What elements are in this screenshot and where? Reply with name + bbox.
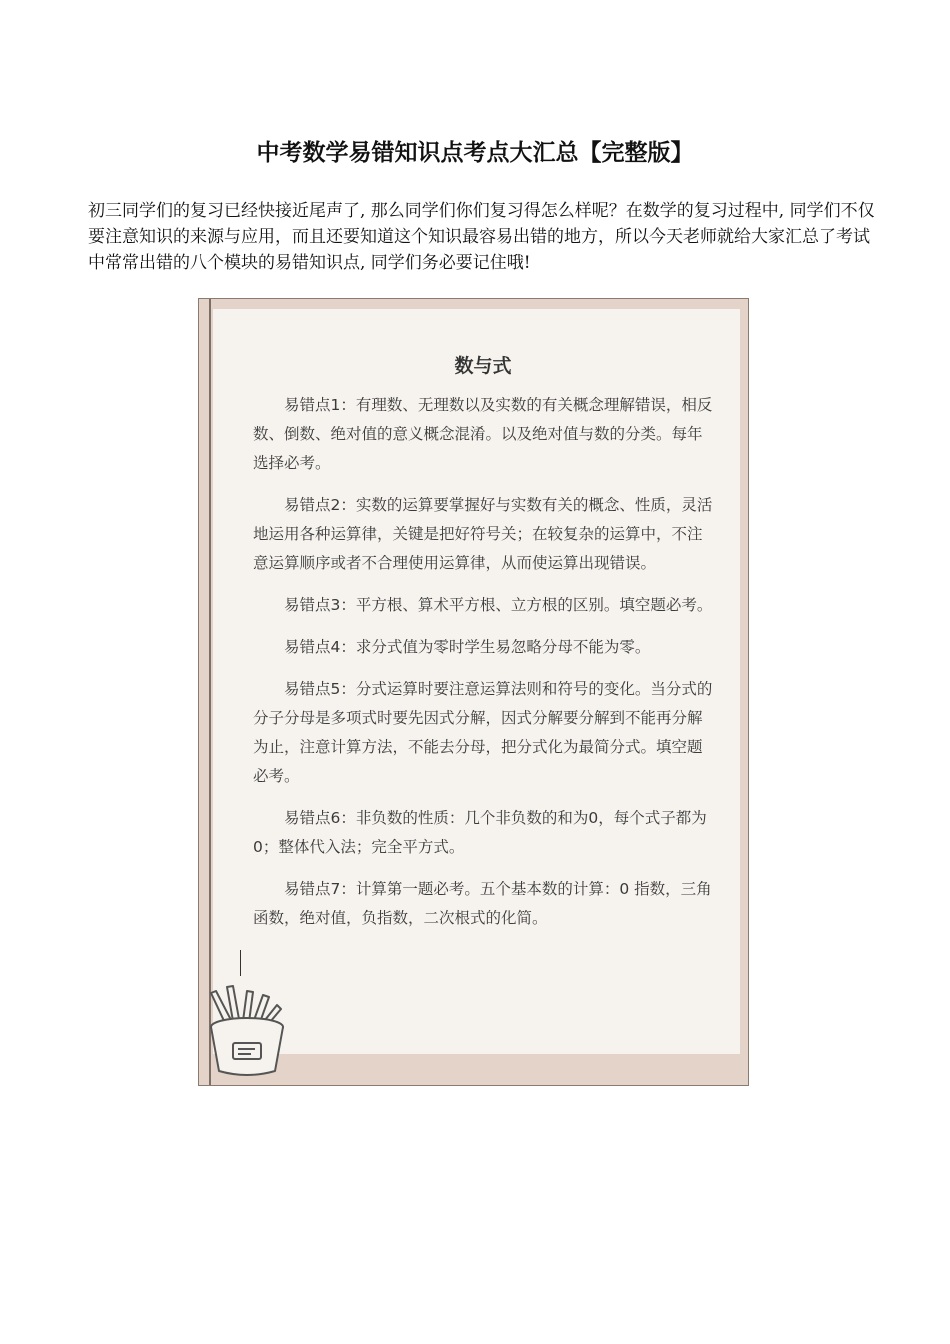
card-border-line (209, 299, 211, 1085)
card-heading: 数与式 (454, 355, 512, 377)
document-title: 中考数学易错知识点考点大汇总【完整版】 (256, 140, 694, 166)
mistake-item: 易错点1：有理数、无理数以及实数的有关概念理解错误，相反数、倒数、绝对值的意义概念混淆。以及绝对值与数的分类。每年选择必考。 (253, 396, 713, 472)
card-inner-panel (213, 309, 740, 1054)
mistake-item: 易错点4：求分式值为零时学生易忽略分母不能为零。 (284, 638, 651, 656)
mistake-item: 易错点3：平方根、算术平方根、立方根的区别。填空题必考。 (284, 596, 713, 614)
mistake-item: 易错点2：实数的运算要掌握好与实数有关的概念、性质，灵活地运用各种运算律，关键是把好符号关；在较复杂的运算中，不注意运算顺序或者不合理使用运算律，从而使运算出现错误。 (253, 496, 713, 572)
text-cursor (240, 950, 241, 976)
intro-paragraph: 初三同学们的复习已经快接近尾声了, 那么同学们你们复习得怎么样呢？在数学的复习过程中, 同学们不仅要注意知识的来源与应用，而且还要知道这个知识最容易出错的地方，所以今天老师就给大家汇总了考试中常常出错的八个模块的易错知识点, 同学们务必要记住哦! (88, 201, 875, 273)
mistake-item: 易错点6：非负数的性质：几个非负数的和为0，每个式子都为0；整体代入法；完全平方式。 (253, 809, 707, 856)
mistakes-card (198, 298, 749, 1086)
mistake-list (253, 391, 713, 946)
mistake-item: 易错点5：分式运算时要注意运算法则和符号的变化。当分式的分子分母是多项式时要先因式分解，因式分解要分解到不能再分解为止，注意计算方法，不能去分母，把分式化为最简分式。填空题必考。 (253, 680, 713, 785)
pencil-cup-icon (203, 985, 293, 1080)
mistake-item: 易错点7：计算第一题必考。五个基本数的计算：0 指数，三角函数，绝对值，负指数，二次根式的化简。 (253, 880, 712, 927)
